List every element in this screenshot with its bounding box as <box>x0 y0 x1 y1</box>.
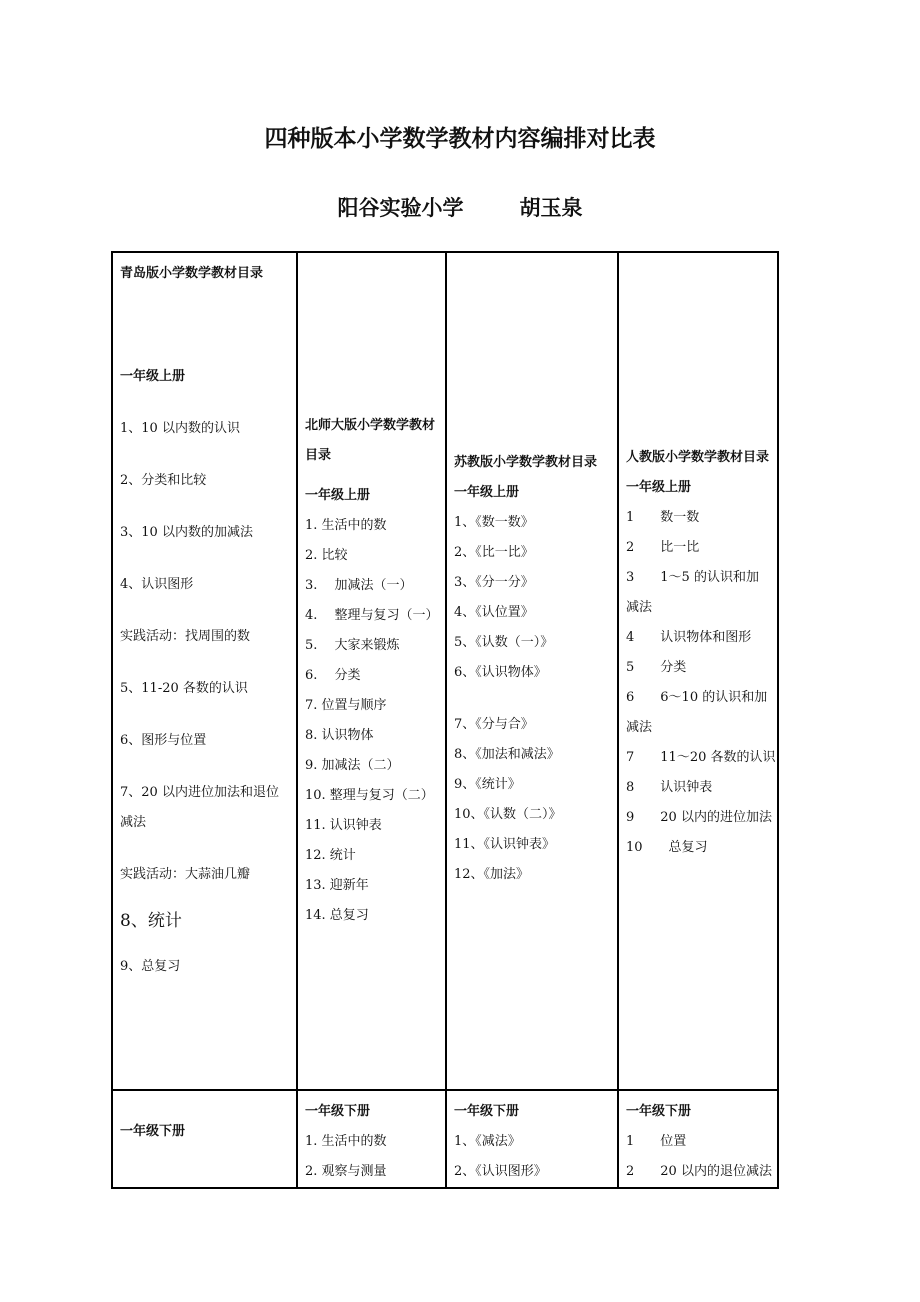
column-heading: 人教版小学数学教材目录 <box>626 450 770 465</box>
list-item: 4 认识物体和图形 <box>626 630 752 645</box>
list-item: 实践活动：大蒜油几瓣 <box>120 867 251 882</box>
list-item: 10、《认数（二）》 <box>454 807 562 822</box>
sujiao-column-grade2 <box>446 1090 618 1188</box>
list-item: 4、认识图形 <box>120 577 194 592</box>
school-name: 阳谷实验小学 <box>337 195 464 220</box>
list-item: 5 分类 <box>626 660 687 675</box>
beishida-column-grade2 <box>297 1090 446 1188</box>
list-item: 2. 比较 <box>305 548 348 563</box>
list-item: 实践活动：找周围的数 <box>120 629 251 644</box>
list-item: 2. 观察与测量 <box>305 1164 387 1179</box>
list-item: 8、统计 <box>120 911 182 931</box>
list-item: 3、10 以内数的加减法 <box>120 525 253 540</box>
author-name: 胡玉泉 <box>519 195 583 220</box>
table-row <box>112 1090 778 1188</box>
list-item: 3、《分一分》 <box>454 575 534 590</box>
column-heading: 北师大版小学数学教材目录 <box>305 418 436 463</box>
list-item: 12、《加法》 <box>454 867 530 882</box>
grade-label: 一年级上册 <box>454 485 520 500</box>
beishida-column <box>297 252 446 1090</box>
grade-label: 一年级下册 <box>626 1104 692 1119</box>
list-item: 1、《减法》 <box>454 1134 521 1149</box>
renjiao-column-grade2 <box>618 1090 778 1188</box>
list-item: 2、分类和比较 <box>120 473 207 488</box>
list-item: 3 1～5 的认识和加减法 <box>626 570 759 615</box>
list-item: 5. 大家来锻炼 <box>305 638 400 653</box>
list-item: 6、图形与位置 <box>120 733 207 748</box>
list-item: 7、20 以内进位加法和退位减法 <box>120 785 279 830</box>
list-item: 2 20 以内的退位减法 <box>626 1164 772 1179</box>
list-item: 10. 整理与复习（二） <box>305 788 434 803</box>
list-item: 8. 认识物体 <box>305 728 374 743</box>
list-item: 2、《比一比》 <box>454 545 534 560</box>
list-item: 2 比一比 <box>626 540 700 555</box>
grade-label: 一年级下册 <box>120 1124 186 1139</box>
list-item: 6 6～10 的认识和加减法 <box>626 690 768 735</box>
grade-label: 一年级上册 <box>626 480 692 495</box>
document-title: 四种版本小学数学教材内容编排对比表 <box>264 125 656 152</box>
grade-label: 一年级下册 <box>305 1104 371 1119</box>
list-item: 4、《认位置》 <box>454 605 534 620</box>
column-heading: 苏教版小学数学教材目录 <box>454 455 598 470</box>
qingdao-column <box>112 252 297 1090</box>
list-item: 3. 加减法（一） <box>305 578 413 593</box>
list-item: 5、《认数（一）》 <box>454 635 554 650</box>
document-subtitle <box>0 192 920 222</box>
renjiao-column <box>618 252 778 1090</box>
list-item: 8 认识钟表 <box>626 780 713 795</box>
list-item: 9、《统计》 <box>454 777 521 792</box>
qingdao-column-grade2 <box>112 1090 297 1188</box>
list-item: 10 总复习 <box>626 840 708 855</box>
list-item: 6. 分类 <box>305 668 361 683</box>
list-item: 11. 认识钟表 <box>305 818 382 833</box>
list-item: 14. 总复习 <box>305 908 369 923</box>
list-item: 1、《数一数》 <box>454 515 534 530</box>
list-item: 9. 加减法（二） <box>305 758 400 773</box>
table-row <box>112 252 778 1090</box>
column-heading: 青岛版小学数学教材目录 <box>120 266 264 281</box>
grade-label: 一年级下册 <box>454 1104 520 1119</box>
list-item: 4. 整理与复习（一） <box>305 608 439 623</box>
grade-label: 一年级上册 <box>120 369 186 384</box>
list-item: 8、《加法和减法》 <box>454 747 560 762</box>
list-item: 1、10 以内数的认识 <box>120 421 240 436</box>
sujiao-column <box>446 252 618 1090</box>
list-item: 13. 迎新年 <box>305 878 369 893</box>
list-item: 6、《认识物体》 <box>454 665 547 680</box>
comparison-table <box>111 251 779 1189</box>
grade-label: 一年级上册 <box>305 488 371 503</box>
list-item: 1. 生活中的数 <box>305 518 387 533</box>
list-item: 7 11～20 各数的认识 <box>626 750 776 765</box>
list-item: 1 位置 <box>626 1134 687 1149</box>
list-item: 1. 生活中的数 <box>305 1134 387 1149</box>
list-item: 12. 统计 <box>305 848 356 863</box>
list-item: 9 20 以内的进位加法 <box>626 810 772 825</box>
list-item: 5、11-20 各数的认识 <box>120 681 248 696</box>
list-item: 7、《分与合》 <box>454 717 534 732</box>
list-item: 2、《认识图形》 <box>454 1164 547 1179</box>
list-item: 1 数一数 <box>626 510 700 525</box>
list-item: 7. 位置与顺序 <box>305 698 387 713</box>
list-item: 9、总复习 <box>120 959 181 974</box>
list-item: 11、《认识钟表》 <box>454 837 556 852</box>
